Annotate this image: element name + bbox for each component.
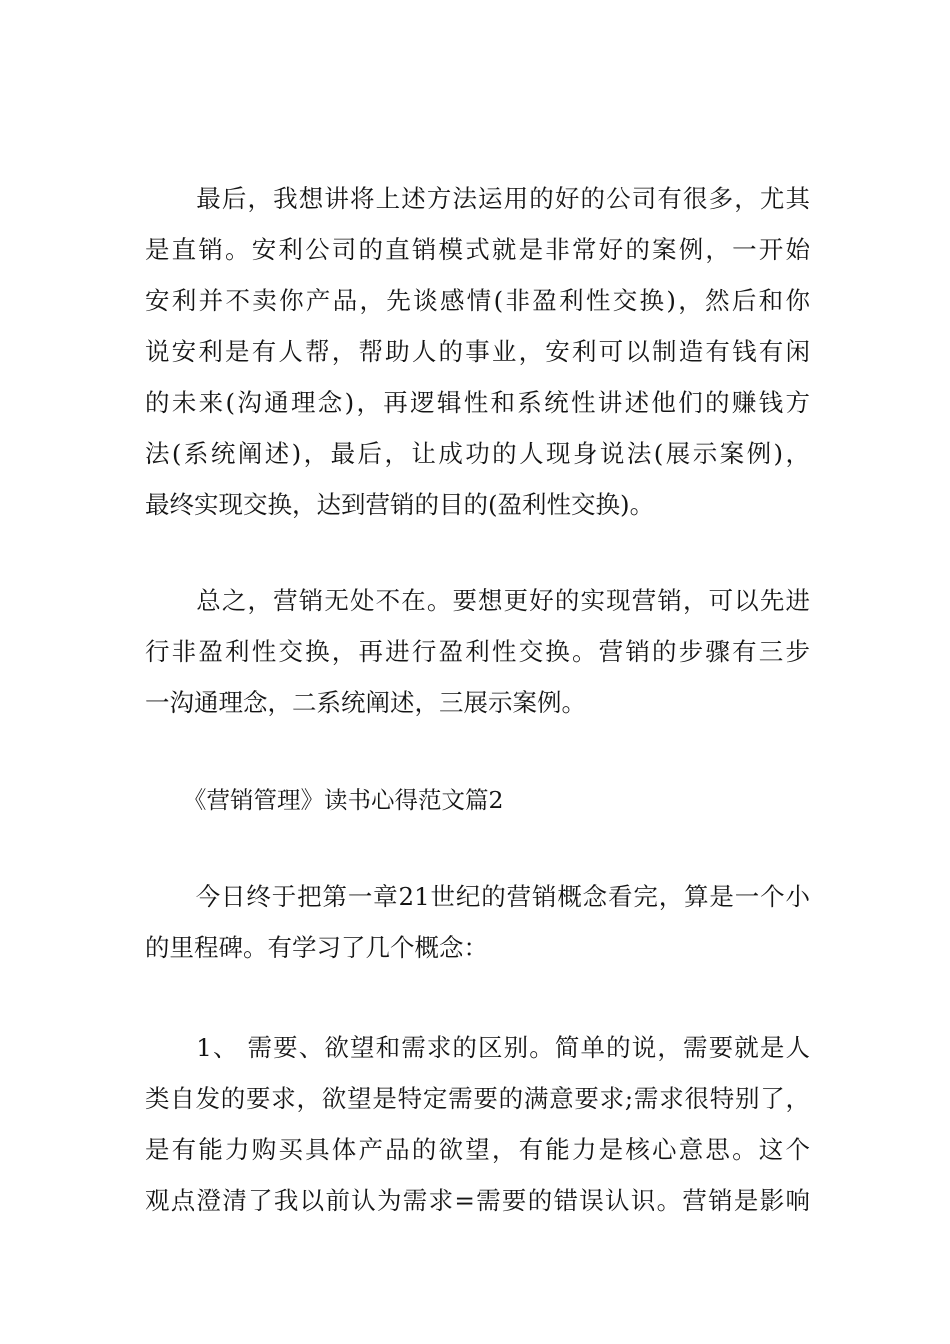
text-line: 最后，我想讲将上述方法运用的好的公司有很多，尤其 bbox=[145, 184, 810, 213]
section-heading: 《营销管理》读书心得范文篇2 bbox=[183, 786, 504, 814]
text-line: 类自发的要求，欲望是特定需要的满意要求;需求很特别了， bbox=[145, 1084, 810, 1113]
text-line: 法(系统阐述)，最后，让成功的人现身说法(展示案例)， bbox=[145, 439, 810, 468]
text-line: 行非盈利性交换，再进行盈利性交换。营销的步骤有三步 bbox=[145, 637, 810, 666]
text-line: 1、 需要、欲望和需求的区别。简单的说，需要就是人 bbox=[145, 1033, 810, 1062]
text-line: 安利并不卖你产品，先谈感情(非盈利性交换)，然后和你 bbox=[145, 286, 810, 315]
text-line: 总之，营销无处不在。要想更好的实现营销，可以先进 bbox=[145, 586, 810, 615]
text-line: 今日终于把第一章21世纪的营销概念看完，算是一个小 bbox=[145, 882, 810, 911]
text-line: 观点澄清了我以前认为需求=需要的错误认识。营销是影响 bbox=[145, 1186, 810, 1215]
text-line: 最终实现交换，达到营销的目的(盈利性交换)。 bbox=[145, 490, 655, 519]
paragraph-needs bbox=[145, 1022, 810, 1226]
text-line: 的未来(沟通理念)，再逻辑性和系统性讲述他们的赚钱方 bbox=[145, 388, 810, 417]
text-line: 是直销。安利公司的直销模式就是非常好的案例，一开始 bbox=[145, 235, 810, 264]
paragraph-summary bbox=[145, 575, 810, 728]
text-line: 的里程碑。有学习了几个概念： bbox=[145, 933, 488, 962]
paragraph-intro bbox=[145, 871, 810, 973]
paragraph-amway bbox=[145, 173, 810, 530]
text-line: 是有能力购买具体产品的欲望，有能力是核心意思。这个 bbox=[145, 1135, 810, 1164]
text-line: 一沟通理念，二系统阐述，三展示案例。 bbox=[145, 688, 586, 717]
text-line: 说安利是有人帮，帮助人的事业，安利可以制造有钱有闲 bbox=[145, 337, 810, 366]
